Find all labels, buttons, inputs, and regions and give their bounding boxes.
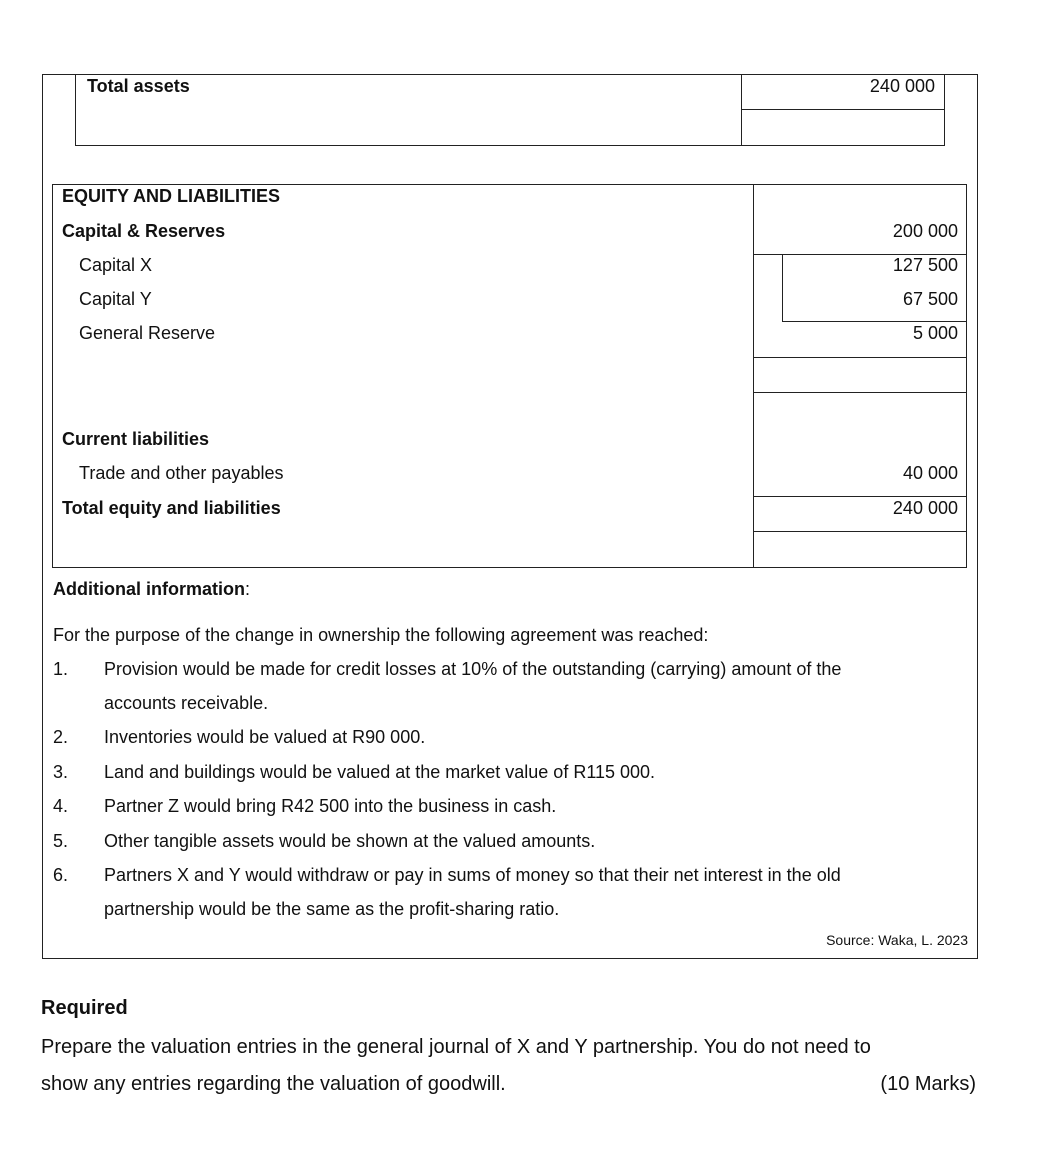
additional-heading-colon: : — [244, 579, 250, 599]
trade-payables-value: 40 000 — [902, 463, 958, 483]
general-reserve-label: General Reserve — [79, 323, 216, 343]
total-eq-liab-underline — [753, 531, 967, 532]
general-reserve-value: 5 000 — [912, 323, 958, 343]
outer-border-left — [42, 74, 43, 959]
total-assets-label: Total assets — [87, 76, 190, 96]
blank-row-top-rule — [753, 357, 967, 358]
outer-border-bottom — [42, 958, 978, 959]
eq-table-bottom-border — [52, 567, 967, 568]
list-item-text: Other tangible assets would be shown at the valued amounts. — [104, 831, 596, 851]
additional-heading-text: Additional information — [53, 579, 245, 599]
total-eq-liab-label: Total equity and liabilities — [62, 498, 281, 518]
assets-table-left-border — [75, 74, 76, 146]
equity-liabilities-heading: EQUITY AND LIABILITIES — [62, 186, 281, 206]
required-heading: Required — [41, 997, 128, 1019]
capital-y-value: 67 500 — [902, 289, 958, 309]
list-item-text: Partner Z would bring R42 500 into the business in cash. — [104, 796, 557, 816]
assets-total-underline — [741, 109, 945, 110]
eq-table-left-border — [52, 184, 53, 568]
list-item-text: Partners X and Y would withdraw or pay in sums of money so that their net interest in the old — [104, 865, 841, 885]
trade-payables-label: Trade and other payables — [79, 463, 284, 483]
list-item-number: 6. — [53, 865, 69, 885]
capital-x-label: Capital X — [79, 255, 153, 275]
list-item-number: 3. — [53, 762, 69, 782]
current-liabilities-label: Current liabilities — [62, 429, 210, 449]
capital-reserves-label: Capital & Reserves — [62, 221, 226, 241]
capital-reserves-total: 200 000 — [892, 221, 958, 241]
assets-table-bottom-border — [75, 145, 945, 146]
list-item-number: 1. — [53, 659, 69, 679]
required-instruction-line1: Prepare the valuation entries in the general journal of X and Y partnership. You do not need to — [41, 1036, 871, 1058]
eq-table-right-border — [966, 184, 967, 568]
list-item-text: Land and buildings would be valued at the market value of R115 000. — [104, 762, 656, 782]
marks-allocation: (10 Marks) — [880, 1073, 976, 1095]
list-item-text: Inventories would be valued at R90 000. — [104, 727, 426, 747]
additional-heading — [53, 578, 250, 600]
list-item-text-continued: partnership would be the same as the profit-sharing ratio. — [104, 899, 560, 919]
required-instruction-line2: show any entries regarding the valuation of goodwill. — [41, 1073, 506, 1095]
capital-x-value: 127 500 — [892, 255, 958, 275]
outer-border-right — [977, 74, 978, 959]
capital-y-label: Capital Y — [79, 289, 152, 309]
source-citation: Source: Waka, L. 2023 — [826, 932, 968, 948]
total-eq-liab-value: 240 000 — [892, 498, 958, 518]
list-item-text-continued: accounts receivable. — [104, 693, 269, 713]
list-item-number: 2. — [53, 727, 69, 747]
list-item-number: 5. — [53, 831, 69, 851]
total-assets-value: 240 000 — [869, 76, 935, 96]
list-item-number: 4. — [53, 796, 69, 816]
assets-table-right-border — [944, 74, 945, 146]
additional-intro: For the purpose of the change in ownership the following agreement was reached: — [53, 625, 709, 645]
list-item-text: Provision would be made for credit losses at 10% of the outstanding (carrying) amount of the — [104, 659, 842, 679]
blank-row-bottom-rule — [753, 392, 967, 393]
